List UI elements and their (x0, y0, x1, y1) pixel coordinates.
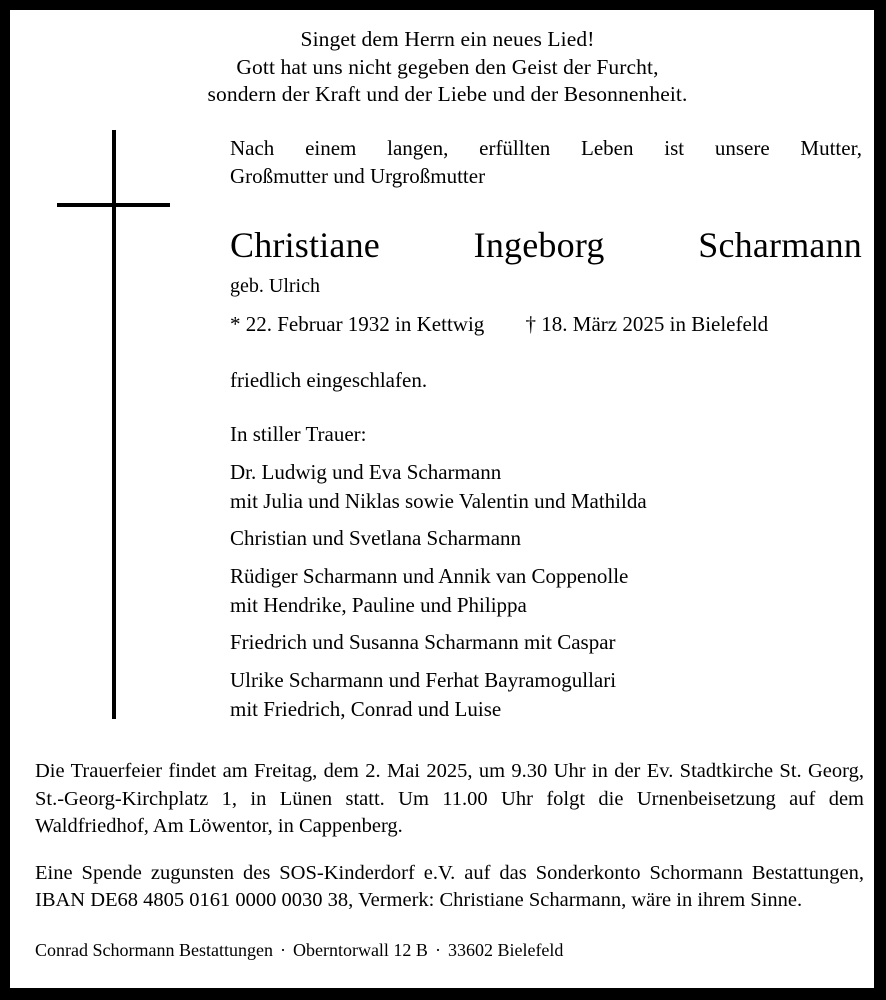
mourner-primary: Ulrike Scharmann und Ferhat Bayramogullari (230, 668, 617, 692)
mourners-list (230, 457, 870, 731)
intro-line-2: Großmutter und Urgroßmutter (230, 164, 486, 188)
footer-company: Conrad Schormann Bestattungen (35, 939, 273, 960)
intro-text (230, 134, 862, 190)
death-date: † 18. März 2025 in Bielefeld (525, 312, 769, 336)
mourner-primary: Dr. Ludwig und Eva Scharmann (230, 460, 502, 484)
epigraph (20, 26, 875, 109)
donation-details: Eine Spende zugunsten des SOS-Kinderdorf e.V. auf das Sonderkonto Schormann Bestattungen, IBAN DE68 4805 0161 0000 0030 38, Vermerk: Christiane Scharmann, wäre in ihrem Sinne. (35, 861, 864, 911)
mourner-primary: Friedrich und Susanna Scharmann mit Caspar (230, 630, 616, 654)
mourner-primary: Rüdiger Scharmann und Annik van Coppenolle (230, 564, 629, 588)
deceased-name: Christiane Ingeborg Scharmann (230, 225, 862, 265)
passing-text: friedlich eingeschlafen. (230, 368, 428, 392)
list-item (230, 665, 870, 723)
footer-separator-1: · (279, 939, 286, 960)
birth-date: * 22. Februar 1932 in Kettwig (230, 312, 485, 336)
life-dates (230, 310, 862, 338)
service-details: Die Trauerfeier findet am Freitag, dem 2. Mai 2025, um 9.30 Uhr in der Ev. Stadtkirche St. Georg, St.-Georg-Kirchplatz 1, in Lünen statt. Um 11.00 Uhr folgt die Urnenbeisetzung auf dem Waldfriedhof, Am Löwentor, in Cappenberg. (35, 760, 864, 837)
footer-street: Oberntorwall 12 B (292, 939, 428, 960)
mourner-children: mit Julia und Niklas sowie Valentin und Mathilda (230, 489, 647, 513)
list-item (230, 523, 870, 553)
bottom-block (35, 758, 864, 962)
epigraph-line-2: Gott hat uns nicht gegeben den Geist der Furcht, (236, 54, 659, 79)
intro-line-1: Nach einem langen, erfüllten Leben ist unsere Mutter, (230, 136, 862, 160)
mourner-children: mit Friedrich, Conrad und Luise (230, 697, 502, 721)
list-item (230, 561, 870, 619)
footer-separator-2: · (434, 939, 441, 960)
mourners-heading: In stiller Trauer: (230, 422, 367, 446)
mourner-primary: Christian und Svetlana Scharmann (230, 526, 522, 550)
epigraph-line-3: sondern der Kraft und der Liebe und der Besonnenheit. (207, 82, 688, 106)
funeral-home-footer (35, 934, 864, 962)
mourner-children: mit Hendrike, Pauline und Philippa (230, 593, 527, 617)
footer-city: 33602 Bielefeld (447, 939, 564, 960)
notice-sheet (10, 10, 874, 988)
list-item (230, 627, 870, 657)
maiden-name: geb. Ulrich (230, 275, 320, 297)
list-item (230, 457, 870, 515)
latin-cross-icon-stem (112, 130, 116, 719)
epigraph-line-1: Singet dem Herrn ein neues Lied! (300, 27, 595, 51)
latin-cross-icon-bar (57, 203, 170, 207)
